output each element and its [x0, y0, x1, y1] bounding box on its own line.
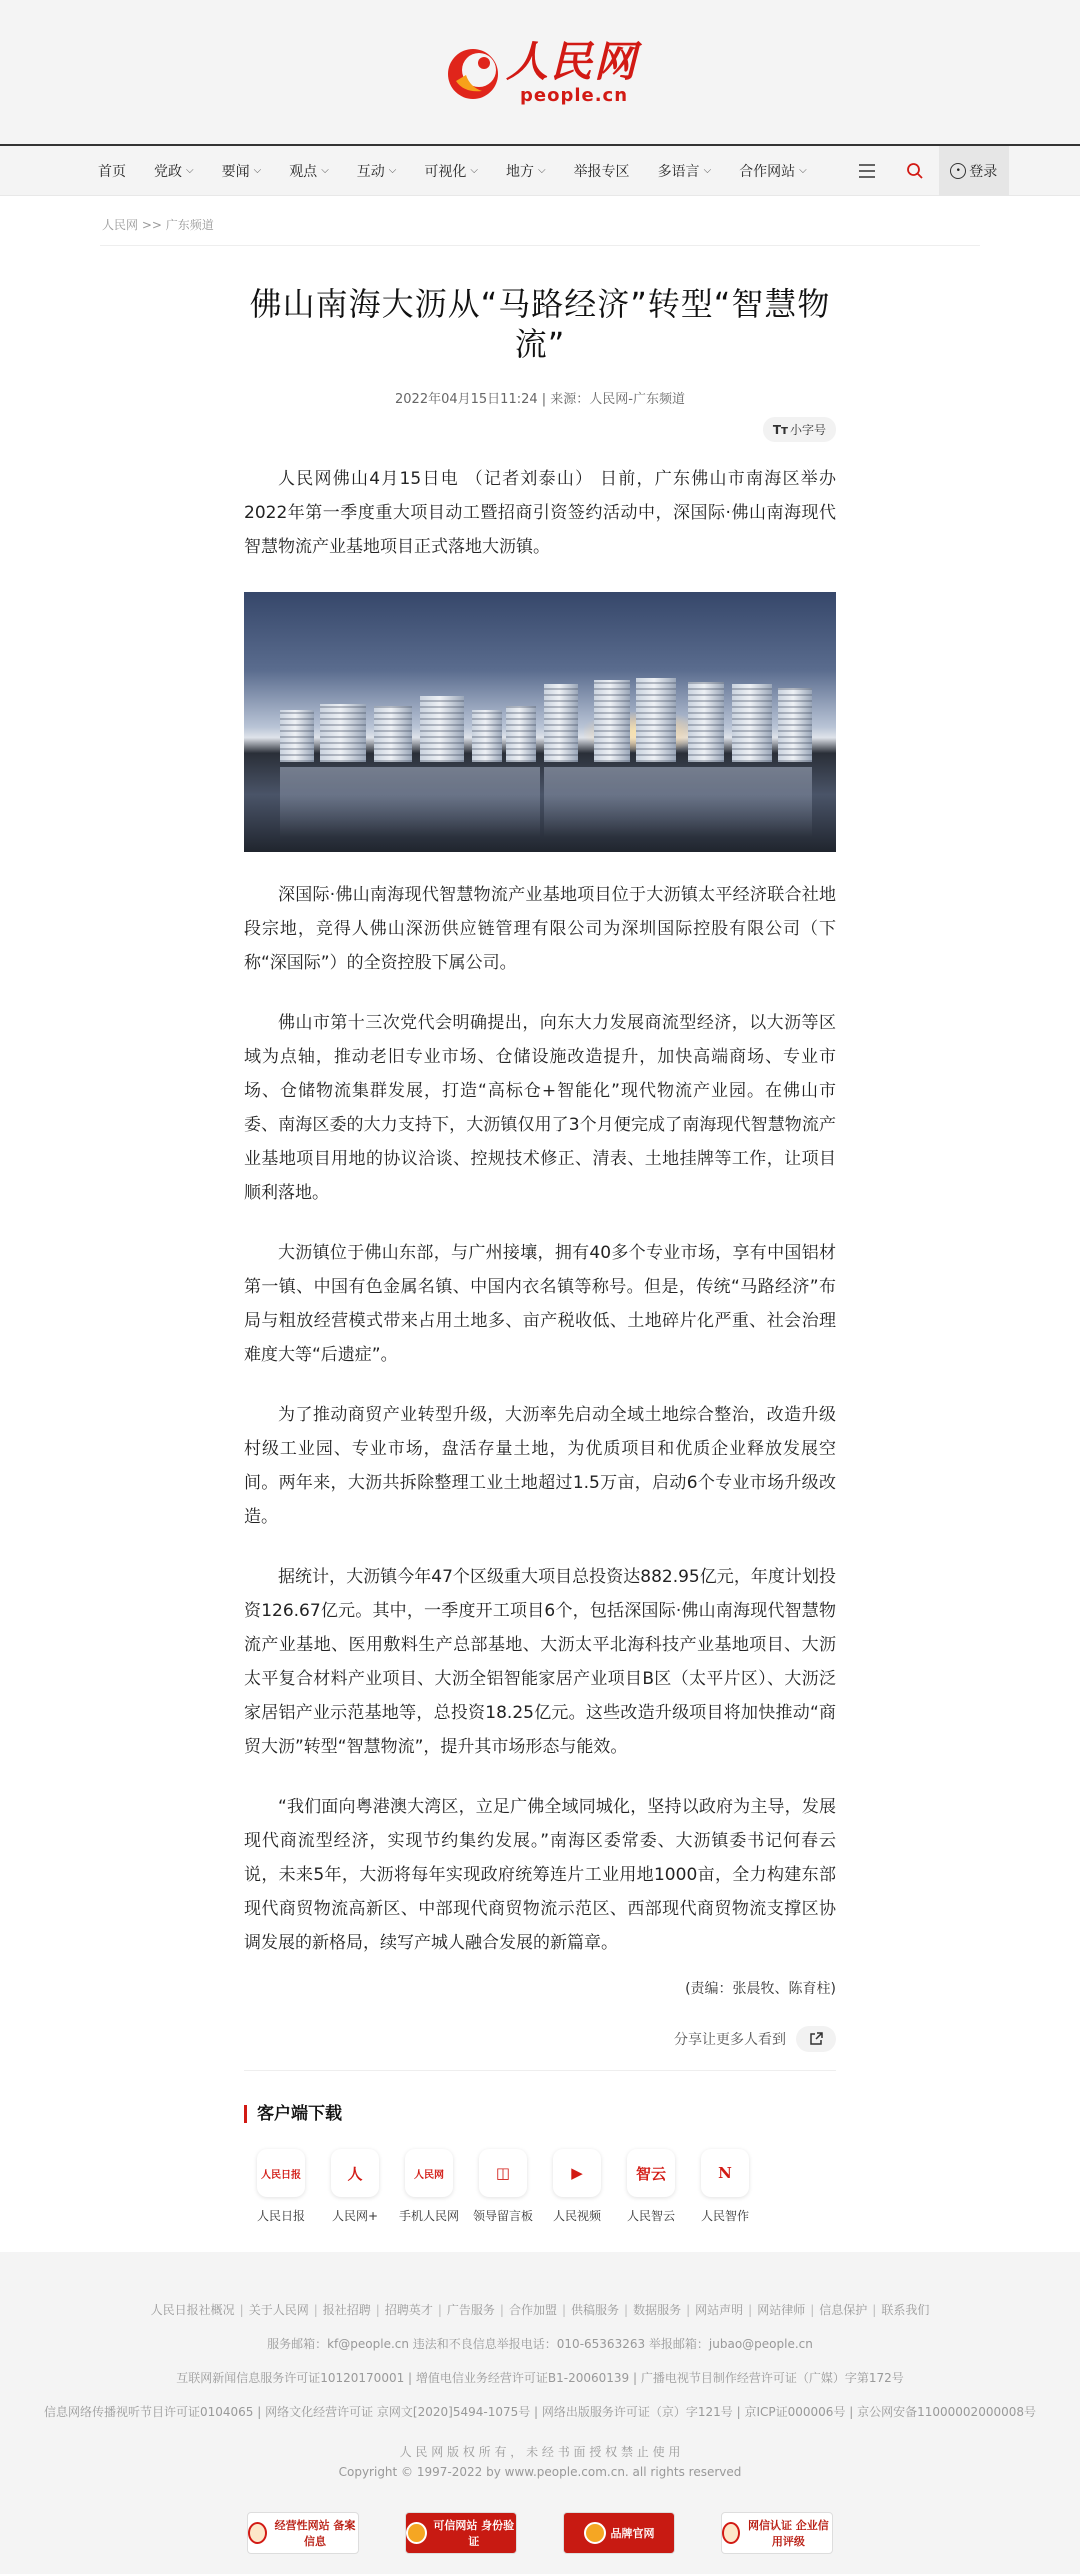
badge-label: 可信网站 身份验证	[433, 2519, 515, 2548]
nav-item[interactable]	[424, 161, 478, 181]
badge-seal-icon	[406, 2522, 427, 2544]
chevron-down-icon: ⌵	[470, 165, 478, 176]
badge-label: 网信认证 企业信用评级	[747, 2519, 829, 2548]
chevron-down-icon: ⌵	[388, 165, 397, 176]
nav-item[interactable]	[222, 161, 262, 181]
site-footer	[0, 2252, 1080, 2574]
nav-item-label: 党政	[154, 163, 182, 180]
chevron-down-icon: ⌵	[321, 165, 329, 176]
nav-item-label: 可视化	[424, 163, 467, 180]
nav-item-label: 地方	[505, 163, 534, 180]
footer-link[interactable]: 供稿服务	[571, 2303, 620, 2317]
share-button[interactable]	[796, 2026, 836, 2052]
chevron-down-icon: ⌵	[186, 165, 194, 176]
footer-separator: |	[437, 2303, 442, 2317]
menu-icon[interactable]	[843, 146, 891, 196]
article-paragraph: 为了推动商贸产业转型升级，大沥率先启动全域土地综合整治，改造升级村级工业园、专业市场，盘活存量土地，为优质项目和优质企业释放发展空间。两年来，大沥共拆除整理工业土地超过1.5万亩，启动6个专业市场升级改造。	[244, 1405, 836, 1527]
article-paragraph: 大沥镇位于佛山东部，与广州接壤，拥有40多个专业市场，享有中国铝材第一镇、中国有色金属名镇、中国内衣名镇等称号。但是，传统“马路经济”布局与粗放经营模式带来占用土地多、亩产税收低、土地碎片化严重、社会治理难度大等“后遗症”。	[244, 1243, 836, 1365]
badge-label: 品牌官网	[610, 2527, 655, 2540]
nav-item[interactable]	[98, 161, 126, 181]
app-item[interactable]	[540, 2149, 614, 2224]
badge-seal-icon	[722, 2522, 740, 2544]
app-label: 手机人民网	[398, 2209, 459, 2223]
footer-link[interactable]: 广告服务	[446, 2303, 495, 2317]
footer-link[interactable]: 网站律师	[757, 2303, 806, 2317]
nav-item-label: 多语言	[657, 163, 700, 180]
nav-item-label: 要闻	[221, 163, 250, 180]
chevron-down-icon: ⌵	[799, 165, 807, 176]
article-title: 佛山南海大沥从“马路经济”转型“智慧物流”	[249, 285, 831, 363]
app-label: 人民日报	[256, 2209, 305, 2223]
app-icon: ▶	[553, 2149, 601, 2197]
login-button[interactable]	[939, 146, 1009, 196]
app-icon: N	[701, 2149, 749, 2197]
share-row	[244, 2026, 836, 2052]
article	[244, 284, 836, 2224]
footer-separator: |	[748, 2303, 753, 2317]
app-item[interactable]	[392, 2149, 466, 2224]
app-icon: 人民日报	[257, 2149, 305, 2197]
footer-separator: |	[872, 2303, 877, 2317]
footer-separator: |	[499, 2303, 504, 2317]
nav-item-label: 首页	[98, 163, 126, 180]
footer-link[interactable]: 信息保护	[819, 2303, 868, 2317]
app-label: 领导留言板	[472, 2209, 533, 2223]
app-label: 人民智作	[700, 2209, 749, 2223]
nav-item[interactable]	[739, 161, 807, 181]
breadcrumb[interactable]: 人民网 >> 广东频道	[100, 196, 980, 246]
app-icon: 人民网	[405, 2149, 453, 2197]
share-icon	[809, 2032, 823, 2046]
footer-badge[interactable]	[721, 2512, 833, 2554]
badge-label: 经营性网站 备案信息	[274, 2519, 356, 2548]
footer-badges	[0, 2512, 1080, 2554]
divider	[244, 2070, 836, 2071]
article-editor: (责编：张晨牧、陈育柱)	[685, 1981, 836, 1997]
app-label: 人民视频	[552, 2209, 601, 2223]
footer-separator: |	[686, 2303, 691, 2317]
footer-badge[interactable]	[563, 2512, 675, 2554]
footer-link[interactable]: 合作加盟	[508, 2303, 557, 2317]
footer-link[interactable]: 招聘英才	[384, 2303, 433, 2317]
font-size-label: 小字号	[789, 423, 826, 437]
article-paragraph: “我们面向粤港澳大湾区，立足广佛全域同城化，坚持以政府为主导，发展现代商流型经济，实现节约集约发展。”南海区委常委、大沥镇委书记何春云说，未来5年，大沥将每年实现政府统筹连片工业用地1000亩，全力构建东部现代商贸物流高新区、中部现代商贸物流示范区、西部现代商贸物流支撑区协调发展的新格局，续写产城人融合发展的新篇章。	[244, 1797, 836, 1953]
footer-contact: 服务邮箱：kf@people.cn 违法和不良信息举报电话：010-65363263 举报邮箱：jubao@people.cn	[267, 2337, 813, 2351]
site-logo[interactable]	[442, 36, 638, 106]
footer-separator: |	[810, 2303, 815, 2317]
app-label: 人民智云	[626, 2209, 675, 2223]
nav-item[interactable]	[574, 161, 630, 181]
badge-seal-icon	[248, 2522, 267, 2544]
nav-item[interactable]	[506, 161, 546, 181]
footer-link[interactable]: 关于人民网	[248, 2303, 309, 2317]
footer-separator: |	[375, 2303, 380, 2317]
footer-badge[interactable]	[247, 2512, 359, 2554]
footer-separator: |	[313, 2303, 318, 2317]
main-nav	[0, 146, 1080, 196]
footer-link[interactable]: 网站声明	[695, 2303, 744, 2317]
user-icon: •	[950, 163, 966, 179]
article-image	[244, 592, 836, 852]
nav-item-label: 观点	[289, 163, 318, 180]
login-label: 登录	[969, 163, 998, 180]
app-icon: ◫	[479, 2149, 527, 2197]
logo-text-cn: 人民网	[505, 36, 638, 86]
search-icon[interactable]	[891, 146, 939, 196]
font-size-icon: Tт	[772, 423, 788, 437]
footer-rights: 人 民 网 版 权 所 有 ， 未 经 书 面 授 权 禁 止 使 用	[399, 2445, 681, 2459]
footer-link[interactable]: 人民日报社概况	[150, 2303, 235, 2317]
app-item[interactable]	[318, 2149, 392, 2224]
article-paragraph: 佛山市第十三次党代会明确提出，向东大力发展商流型经济，以大沥等区域为点轴，推动老旧专业市场、仓储设施改造提升，加快高端商场、专业市场、仓储物流集群发展，打造“高标仓+智能化”现代物流产业园。在佛山市委、南海区委的大力支持下，大沥镇仅用了3个月便完成了南海现代智慧物流产业基地项目用地的协议洽谈、控规技术修正、清表、土地挂牌等工作，让项目顺利落地。	[244, 1013, 836, 1203]
chevron-down-icon: ⌵	[537, 165, 546, 176]
footer-separator: |	[239, 2303, 244, 2317]
nav-item[interactable]	[289, 161, 329, 181]
article-paragraph: 深国际·佛山南海现代智慧物流产业基地项目位于大沥镇太平经济联合社地段宗地，竞得人佛山深沥供应链管理有限公司为深圳国际控股有限公司（下称“深国际”）的全资控股下属公司。	[244, 885, 836, 973]
footer-license-1: 互联网新闻信息服务许可证10120170001 | 增值电信业务经营许可证B1-20060139 | 广播电视节目制作经营许可证（广媒）字第172号	[176, 2371, 904, 2385]
article-paragraph: 据统计，大沥镇今年47个区级重大项目总投资达882.95亿元，年度计划投资126.67亿元。其中，一季度开工项目6个，包括深国际·佛山南海现代智慧物流产业基地、医用敷料生产总部基地、大沥太平北海科技产业基地项目、大沥太平复合材料产业项目、大沥全铝智能家居产业项目B区（太平片区）、大沥泛家居铝产业示范基地等，总投资18.25亿元。这些改造升级项目将加快推动“商贸大沥”转型“智慧物流”，提升其市场形态与能效。	[244, 1567, 836, 1757]
app-icon: 人	[331, 2149, 379, 2197]
nav-item[interactable]	[658, 161, 712, 181]
nav-item-label: 合作网站	[739, 163, 796, 180]
chevron-down-icon: ⌵	[253, 165, 262, 176]
badge-seal-icon	[584, 2522, 606, 2544]
nav-item-label: 互动	[356, 163, 385, 180]
article-paragraph: 人民网佛山4月15日电 （记者刘泰山） 日前，广东佛山市南海区举办2022年第一季度重大项目动工暨招商引资签约活动中，深国际·佛山南海现代智慧物流产业基地项目正式落地大沥镇。	[244, 469, 836, 557]
logo-text-en: people.cn	[519, 84, 629, 106]
footer-link[interactable]: 报社招聘	[322, 2303, 371, 2317]
app-item[interactable]	[244, 2149, 318, 2224]
app-item[interactable]	[688, 2149, 762, 2224]
share-label: 分享让更多人看到	[674, 2032, 786, 2048]
app-item[interactable]	[614, 2149, 688, 2224]
chevron-down-icon: ⌵	[703, 165, 712, 176]
footer-separator: |	[624, 2303, 629, 2317]
apps-title: 客户端下载	[244, 2105, 836, 2123]
footer-link[interactable]: 联系我们	[881, 2303, 930, 2317]
nav-item[interactable]	[357, 161, 397, 181]
apps-list	[244, 2149, 836, 2224]
footer-license-2: 信息网络传播视听节目许可证0104065 | 网络文化经营许可证 京网文[2020]5494-1075号 | 网络出版服务许可证（京）字121号 | 京ICP证000006号 | 京公网安备11000002000008号	[43, 2405, 1036, 2419]
footer-link[interactable]: 数据服务	[633, 2303, 682, 2317]
site-header	[0, 0, 1080, 146]
nav-item-label: 举报专区	[573, 163, 630, 180]
nav-item[interactable]	[154, 161, 194, 181]
footer-badge[interactable]	[405, 2512, 517, 2554]
logo-swirl-icon	[442, 41, 504, 103]
article-meta: 2022年04月15日11:24 | 来源：人民网-广东频道	[395, 392, 685, 407]
footer-separator: |	[561, 2303, 567, 2317]
app-label: 人民网+	[331, 2209, 379, 2223]
footer-links	[0, 2300, 1080, 2320]
font-size-toggle[interactable]	[763, 417, 836, 442]
footer-copyright: Copyright © 1997-2022 by www.people.com.cn. all rights reserved	[338, 2465, 742, 2479]
app-icon: 智云	[627, 2149, 675, 2197]
app-item[interactable]	[466, 2149, 540, 2224]
